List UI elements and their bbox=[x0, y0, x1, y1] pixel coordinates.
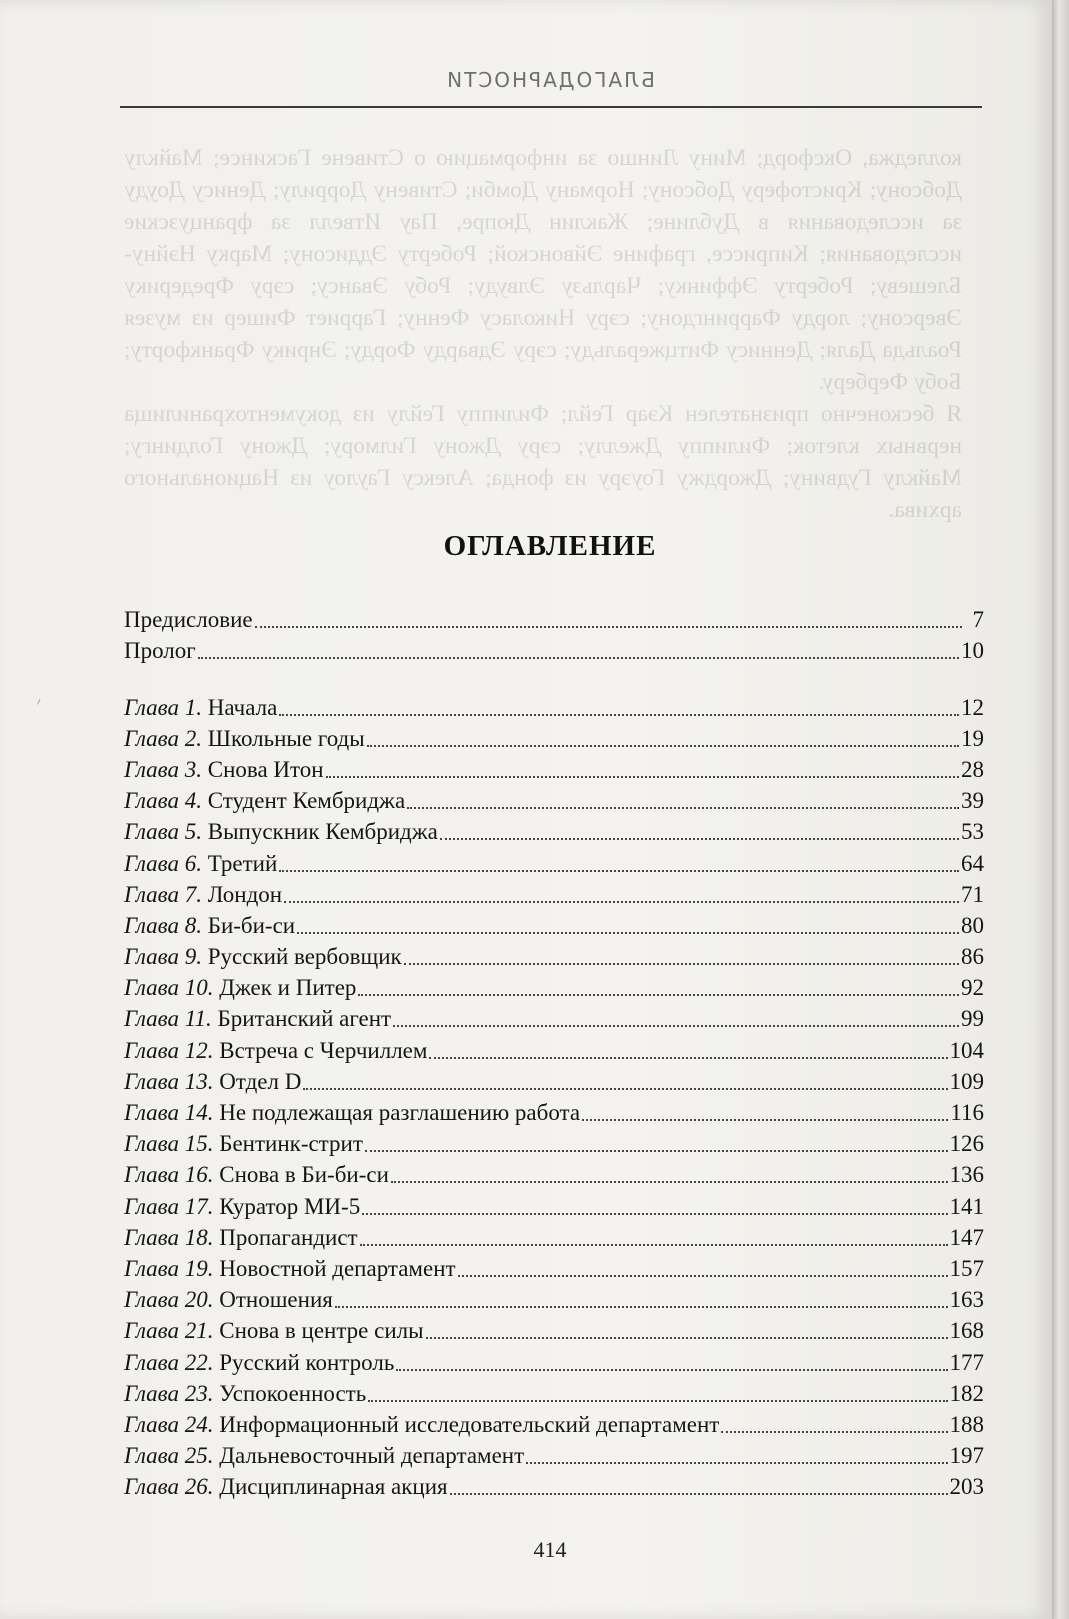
toc-entry-title: Студент Кембриджа bbox=[202, 788, 406, 814]
dot-leader bbox=[297, 931, 959, 934]
chapter-number: Глава 25. bbox=[124, 1443, 214, 1469]
toc-entry bbox=[124, 1157, 984, 1188]
chapter-number: Глава 26. bbox=[124, 1474, 214, 1500]
toc-entry-title: Лондон bbox=[202, 881, 283, 907]
toc-entry-page: 182 bbox=[949, 1380, 984, 1406]
toc-entry-title: Дисциплинарная акция bbox=[213, 1474, 448, 1500]
toc-entry-label bbox=[124, 1474, 448, 1500]
toc-entry-label bbox=[124, 913, 295, 939]
dot-leader bbox=[426, 1336, 948, 1339]
toc-entry-label bbox=[124, 819, 438, 845]
pencil-mark bbox=[37, 699, 46, 707]
toc-entry-page: 109 bbox=[949, 1068, 984, 1094]
toc-entry-label bbox=[124, 1194, 360, 1220]
toc-entry-title: Отдел D bbox=[213, 1068, 302, 1094]
table-of-contents bbox=[124, 602, 984, 1500]
toc-entry-label bbox=[124, 882, 282, 908]
toc-entry-title: Би-би-си bbox=[202, 912, 296, 938]
toc-entry-title: Русский вербовщик bbox=[202, 944, 402, 970]
dot-leader bbox=[303, 1087, 947, 1090]
dot-leader bbox=[396, 1368, 947, 1371]
dot-leader bbox=[391, 1180, 948, 1183]
toc-entry bbox=[124, 1095, 984, 1126]
toc-entry-title: Русский контроль bbox=[213, 1349, 395, 1375]
toc-title: ОГЛАВЛЕНИЕ bbox=[443, 530, 657, 562]
chapter-number: Глава 9. bbox=[124, 944, 202, 970]
chapter-number: Глава 21. bbox=[124, 1318, 214, 1344]
dot-leader bbox=[255, 625, 962, 628]
toc-entry-title: Бентинк-стрит bbox=[213, 1131, 363, 1157]
toc-entry bbox=[124, 1001, 984, 1032]
toc-entry-label bbox=[124, 1038, 427, 1064]
toc-entry-title: Снова в центре силы bbox=[213, 1318, 424, 1344]
toc-entry bbox=[124, 721, 984, 752]
toc-entry-label bbox=[124, 1412, 719, 1438]
dot-leader bbox=[198, 656, 959, 659]
toc-entry bbox=[124, 1344, 984, 1375]
toc-entry-label bbox=[124, 1443, 524, 1469]
dot-leader bbox=[526, 1461, 947, 1464]
toc-entry-label bbox=[124, 638, 196, 664]
toc-entry-page: 7 bbox=[972, 607, 984, 633]
dot-leader bbox=[284, 900, 959, 903]
chapter-number: Глава 10. bbox=[124, 975, 214, 1001]
toc-entry bbox=[124, 633, 984, 664]
toc-entry bbox=[124, 908, 984, 939]
toc-entry-page: 126 bbox=[949, 1131, 984, 1157]
toc-entry-page: 104 bbox=[949, 1037, 984, 1063]
toc-entry bbox=[124, 1032, 984, 1063]
toc-entry bbox=[124, 1251, 984, 1282]
chapter-number: Глава 16. bbox=[124, 1162, 214, 1188]
toc-entry-page: 141 bbox=[949, 1193, 984, 1219]
toc-entry-label bbox=[124, 1287, 333, 1313]
bleed-through-text bbox=[124, 142, 962, 526]
toc-entry-page: 99 bbox=[961, 1006, 984, 1032]
toc-entry-title: Не подлежащая разглашению работа bbox=[213, 1100, 581, 1125]
toc-entry bbox=[124, 602, 984, 633]
toc-entry bbox=[124, 1220, 984, 1251]
dot-leader bbox=[582, 1118, 948, 1121]
toc-entry-page: 136 bbox=[949, 1162, 984, 1188]
toc-entry bbox=[124, 1469, 984, 1500]
toc-entry-page: 203 bbox=[949, 1474, 984, 1500]
toc-entry-title: Новостной департамент bbox=[213, 1255, 456, 1281]
toc-entry bbox=[124, 814, 984, 845]
toc-entry bbox=[124, 1407, 984, 1438]
toc-entry-title: Британский агент bbox=[211, 1006, 392, 1032]
toc-entry-page: 39 bbox=[961, 788, 984, 814]
page-edge bbox=[1052, 0, 1069, 1619]
toc-entry-title: Снова Итон bbox=[202, 756, 324, 782]
dot-leader bbox=[404, 962, 959, 965]
dot-leader bbox=[279, 713, 959, 716]
toc-entry-title: Начала bbox=[202, 694, 278, 720]
header-rule bbox=[120, 106, 982, 108]
toc-entry-title: Снова в Би-би-си bbox=[213, 1162, 389, 1188]
toc-entry-title: Успокоенность bbox=[213, 1380, 367, 1406]
dot-leader bbox=[360, 1243, 948, 1246]
toc-entry bbox=[124, 752, 984, 783]
dot-leader bbox=[335, 1305, 948, 1308]
chapter-number: Глава 19. bbox=[124, 1255, 214, 1281]
chapter-number: Глава 22. bbox=[124, 1349, 214, 1375]
chapter-number: Глава 23. bbox=[124, 1380, 214, 1406]
toc-entry-title: Школьные годы bbox=[202, 725, 365, 751]
toc-entry-label bbox=[124, 1162, 389, 1188]
toc-entry-page: 177 bbox=[949, 1349, 984, 1375]
dot-leader bbox=[440, 837, 959, 840]
toc-entry-label bbox=[124, 726, 365, 752]
toc-entry-label bbox=[124, 1100, 580, 1126]
dot-leader bbox=[429, 1056, 947, 1059]
toc-entry-title: Отношения bbox=[213, 1287, 333, 1313]
toc-entry-label bbox=[124, 975, 356, 1001]
toc-entry-page: 168 bbox=[949, 1318, 984, 1344]
toc-entry bbox=[124, 1282, 984, 1313]
page-number: 414 bbox=[533, 1537, 567, 1562]
toc-entry-title: Джек и Питер bbox=[213, 975, 357, 1001]
toc-entry-page: 80 bbox=[961, 912, 984, 938]
toc-entry-page: 12 bbox=[961, 694, 984, 720]
toc-entry-title: Выпускник Кембриджа bbox=[202, 819, 438, 845]
dot-leader bbox=[393, 1024, 959, 1027]
chapter-number: Глава 5. bbox=[124, 819, 202, 845]
toc-entry-label bbox=[124, 1381, 366, 1407]
toc-entry-label bbox=[124, 1131, 363, 1157]
toc-entry-page: 71 bbox=[961, 881, 984, 907]
chapter-number: Глава 20. bbox=[124, 1287, 214, 1313]
dot-leader bbox=[458, 1274, 948, 1277]
toc-entry-page: 147 bbox=[949, 1224, 984, 1250]
toc-entry bbox=[124, 845, 984, 876]
chapter-number: Глава 3. bbox=[124, 756, 202, 782]
dot-leader bbox=[368, 1399, 947, 1402]
toc-entry-label bbox=[124, 944, 402, 970]
toc-entry-page: 197 bbox=[949, 1443, 984, 1469]
chapter-number: Глава 24. bbox=[124, 1411, 214, 1437]
dot-leader bbox=[450, 1492, 948, 1495]
toc-entry-page: 28 bbox=[961, 756, 984, 782]
toc-entry-page: 86 bbox=[961, 944, 984, 970]
toc-entry bbox=[124, 1313, 984, 1344]
toc-entry-label bbox=[124, 607, 253, 633]
dot-leader bbox=[362, 1212, 947, 1215]
toc-entry bbox=[124, 1126, 984, 1157]
bleed-paragraph: Я бесконечно признателен Кэар Гейл; Филиппу Гейлу из документохранилища нервных клеток; Филиппу Джеллу; сэру Джону Гилмору; Джону Голдингу; Майклу Гудвину; Джорджу Гоуэру из фонда; Алексу Гаулоу из Национального архива. bbox=[124, 401, 962, 523]
toc-entry-title: Пропагандист bbox=[213, 1224, 358, 1250]
dot-leader bbox=[721, 1430, 947, 1433]
toc-entry bbox=[124, 1376, 984, 1407]
chapter-number: Глава 18. bbox=[124, 1224, 214, 1250]
toc-entry-label bbox=[124, 851, 277, 877]
chapter-number: Глава 11. bbox=[124, 1006, 212, 1032]
toc-entry-title: Дальневосточный департамент bbox=[213, 1443, 525, 1469]
running-head-bleed: БЛАГОДАРНОСТИ bbox=[445, 68, 655, 92]
toc-entry-title: Пролог bbox=[124, 638, 196, 664]
toc-entry-label bbox=[124, 1350, 394, 1376]
toc-entry-page: 64 bbox=[961, 850, 984, 876]
chapter-number: Глава 13. bbox=[124, 1068, 214, 1094]
toc-entry-title: Куратор МИ-5 bbox=[213, 1193, 361, 1219]
toc-entry-label bbox=[124, 1006, 391, 1032]
toc-entry bbox=[124, 689, 984, 720]
chapter-number: Глава 8. bbox=[124, 912, 202, 938]
toc-entry bbox=[124, 1438, 984, 1469]
dot-leader bbox=[326, 775, 959, 778]
dot-leader bbox=[279, 869, 959, 872]
toc-entry-title: Встреча с Черчиллем bbox=[213, 1037, 428, 1063]
dot-leader bbox=[407, 806, 959, 809]
dot-leader bbox=[358, 993, 959, 996]
bleed-paragraph: колледжа, Оксфорд; Мину Линшо за информацию о Стивене Гаскинсе; Майклу Добсону; Кристоферу Добсону; Норману Домби; Стивену Доррилу; Денису Доуду за исследования в Дублине; Жаклин Дюпре, Пау Итвелл за французские исследования; Киприссе, графине Эйвонской; Роберту Эддисону; Марку Нэйну-Блешеву; Роберту Эффинку; Чарльзу Элвуду; Робу Эвансу; сэру Фредерику Эверсону; лорду Фаррингдону; сэру Николасу Фенну; Гарриет Фишер из музея Роальда Даля; Деннису Фитцжеральду; сэру Эдварду Форду; Энрику Франкфорту; Бобу Ферберу. bbox=[124, 145, 962, 395]
dot-leader bbox=[365, 1149, 948, 1152]
toc-entry-label bbox=[124, 1225, 358, 1251]
chapter-number: Глава 12. bbox=[124, 1037, 214, 1063]
toc-entry-page: 19 bbox=[961, 725, 984, 751]
chapter-number: Глава 7. bbox=[124, 881, 202, 907]
chapter-number: Глава 17. bbox=[124, 1193, 214, 1219]
toc-entry-label bbox=[124, 1069, 301, 1095]
toc-entry-label bbox=[124, 695, 277, 721]
toc-entry-page: 157 bbox=[949, 1255, 984, 1281]
dot-leader bbox=[367, 744, 959, 747]
toc-entry-label bbox=[124, 1256, 456, 1282]
chapter-number: Глава 14. bbox=[124, 1100, 214, 1125]
chapter-number: Глава 6. bbox=[124, 850, 202, 876]
toc-entry-page: 116 bbox=[950, 1100, 984, 1125]
toc-entry-page: 92 bbox=[961, 975, 984, 1001]
toc-entry-title: Предисловие bbox=[124, 607, 253, 633]
toc-entry bbox=[124, 1064, 984, 1095]
toc-entry bbox=[124, 783, 984, 814]
toc-entry bbox=[124, 939, 984, 970]
toc-entry-title: Информационный исследовательский департамент bbox=[213, 1411, 720, 1437]
toc-entry bbox=[124, 1188, 984, 1219]
toc-entry-label bbox=[124, 1318, 424, 1344]
toc-entry bbox=[124, 970, 984, 1001]
toc-entry-page: 163 bbox=[949, 1287, 984, 1313]
toc-entry-page: 10 bbox=[961, 638, 984, 664]
chapter-number: Глава 4. bbox=[124, 788, 202, 814]
toc-entry-label bbox=[124, 757, 324, 783]
chapter-number: Глава 1. bbox=[124, 694, 202, 720]
toc-entry-label bbox=[124, 788, 405, 814]
chapter-number: Глава 15. bbox=[124, 1131, 214, 1157]
chapter-number: Глава 2. bbox=[124, 725, 202, 751]
toc-entry bbox=[124, 877, 984, 908]
toc-entry-page: 53 bbox=[961, 819, 984, 845]
toc-entry-title: Третий bbox=[202, 850, 278, 876]
toc-entry-page: 188 bbox=[949, 1411, 984, 1437]
